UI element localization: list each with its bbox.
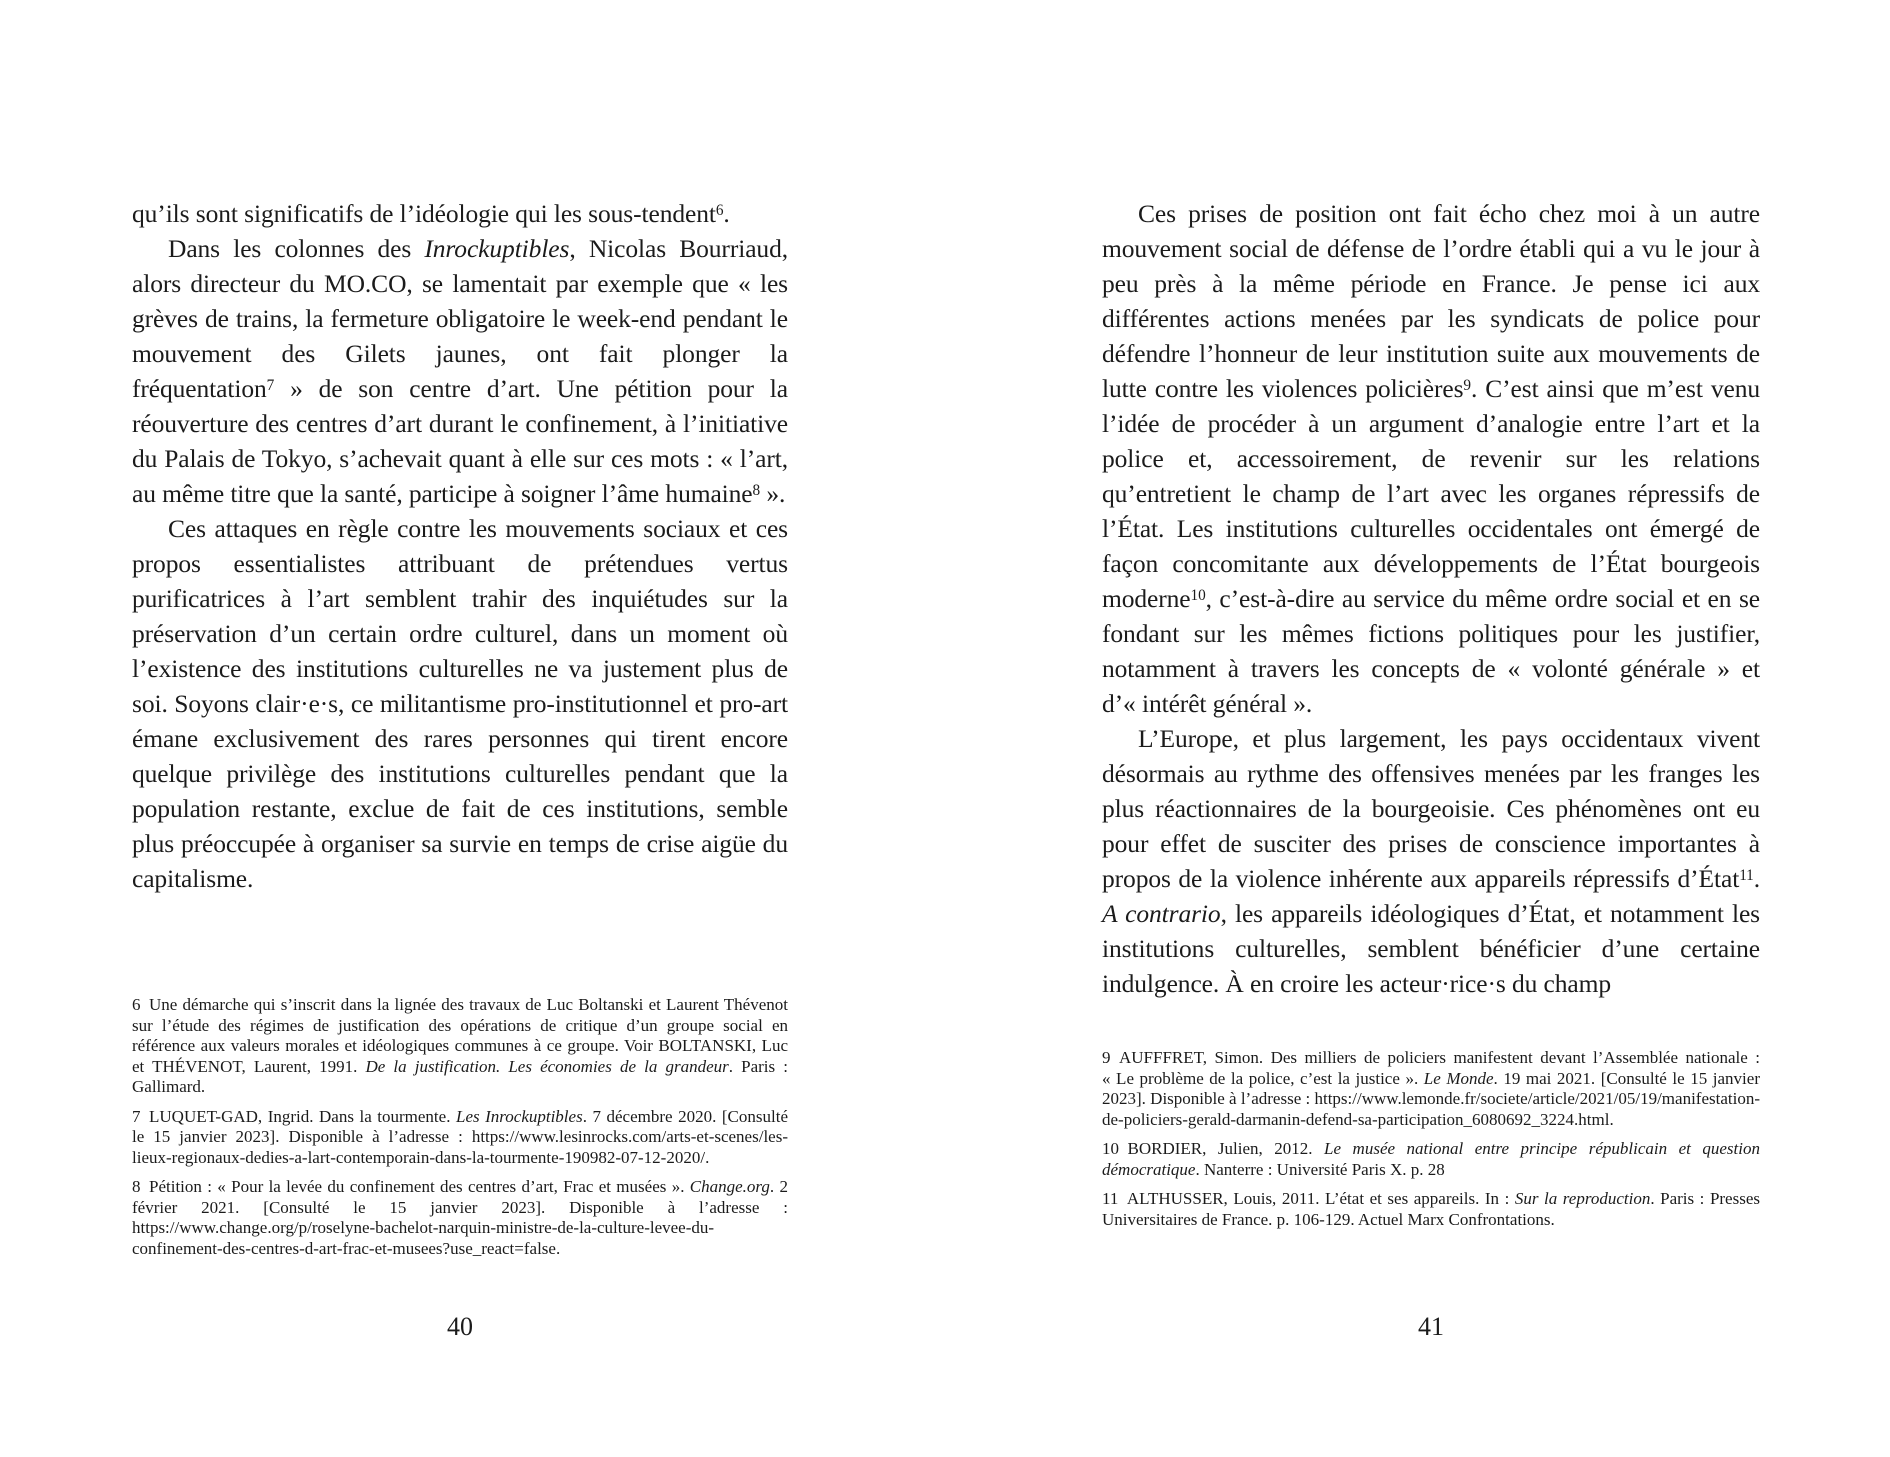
page-number-right: 41 [1418,1312,1444,1341]
body-paragraph: qu’ils sont significatifs de l’idéologie qui les sous-tendent$^6$. [132,199,730,228]
body-paragraph: Dans les colonnes des Inrockuptibles, Nicolas Bourriaud, alors directeur du MO.CO, se lamentait par exemple que « les grèves de trains, la fermeture obligatoire le week-end pendant le mouvement des Gilets jaunes, ont fait plonger la fréquentation$^7$ » de son centre d’art. Une pétition pour la réouverture des centres d’art durant le confinement, à l’initiative du Palais de Tokyo, s’achevait quant à elle sur ces mots : « l’art, au même titre que la santé, participe à soigner l’âme humaine$^8$ ». [132,234,788,508]
footnote: 9 AUFFFRET, Simon. Des milliers de policiers manifestent devant l’Assemblée nationale : « Le problème de la police, c’est la justice ». Le Monde. 19 mai 2021. [Consulté le 15 janvier 2023]. Disponible à l’adresse : https://www.lemonde.fr/societe/article/2021/05/19/manifestation-de-policiers-gerald-darmanin-defend-sa-participation_6080692_3224.html. [1102,1048,1760,1129]
footnotes-right [1102,1048,1760,1239]
page-41 [945,0,1890,1457]
page-number-left: 40 [447,1312,473,1341]
footnotes-left [132,995,788,1268]
body-text-left [132,196,788,896]
footnote: 10 BORDIER, Julien, 2012. Le musée national entre principe républicain et question démocratique. Nanterre : Université Paris X. p. 28 [1102,1139,1760,1179]
body-text-right [1102,196,1760,1001]
footnote: 11 ALTHUSSER, Louis, 2011. L’état et ses appareils. In : Sur la reproduction. Paris : Presses Universitaires de France. p. 106-129. Actuel Marx Confrontations. [1102,1189,1760,1229]
body-paragraph: L’Europe, et plus largement, les pays occidentaux vivent désormais au rythme des offensives menées par les franges les plus réactionnaires de la bourgeoisie. Ces phénomènes ont eu pour effet de susciter des prises de conscience importantes à propos de la violence inhérente aux appareils répressifs d’État$^{11}$. A contrario, les appareils idéologiques d’État, et notamment les institutions culturelles, semblent bénéficier d’une certaine indulgence. À en croire les acteur·rice·s du champ [1102,724,1760,998]
footnote: 8 Pétition : « Pour la levée du confinement des centres d’art, Frac et musées ». Change.org. 2 février 2021. [Consulté le 15 janvier 2023]. Disponible à l’adresse : https://www.change.org/p/roselyne-bachelot-narquin-ministre-de-la-culture-levee-du-confinement-des-centres-d-art-frac-et-musees?use_react=false. [132,1177,788,1258]
body-paragraph: Ces attaques en règle contre les mouvements sociaux et ces propos essentialistes attribuant de prétendues vertus purificatrices à l’art semblent trahir des inquiétudes sur la préservation d’un certain ordre culturel, dans un moment où l’existence des institutions culturelles ne va justement plus de soi. Soyons clair·e·s, ce militantisme pro-institutionnel et pro-art émane exclusivement des rares personnes qui tirent encore quelque privilège des institutions culturelles pendant que la population restante, exclue de fait de ces institutions, semble plus préoccupée à organiser sa survie en temps de crise aigüe du capitalisme. [132,514,788,893]
body-paragraph: Ces prises de position ont fait écho chez moi à un autre mouvement social de défense de l’ordre établi qui a vu le jour à peu près à la même période en France. Je pense ici aux différentes actions menées par les syndicats de police pour défendre l’honneur de leur institution suite aux mouvements de lutte contre les violences policières$^9$. C’est ainsi que m’est venu l’idée de procéder à un argument d’analogie entre l’art et la police et, accessoirement, de revenir sur les relations qu’entretient le champ de l’art avec les organes répressifs de l’État. Les institutions culturelles occidentales ont émergé de façon concomitante aux développements de l’État bourgeois moderne$^{10}$, c’est-à-dire au service du même ordre social et en se fondant sur les mêmes fictions politiques pour les justifier, notamment à travers les concepts de « volonté générale » et d’« intérêt général ». [1102,199,1760,718]
footnote: 7 LUQUET-GAD, Ingrid. Dans la tourmente. Les Inrockuptibles. 7 décembre 2020. [Consulté le 15 janvier 2023]. Disponible à l’adresse : https://www.lesinrocks.com/arts-et-scenes/les-lieux-regionaux-dedies-a-lart-contemporain-dans-la-tourmente-190982-07-12-2020/. [132,1106,788,1167]
footnote: 6 Une démarche qui s’inscrit dans la lignée des travaux de Luc Boltanski et Laurent Thévenot sur l’étude des régimes de justification des opérations de critique d’un groupe social en référence aux valeurs morales et idéologiques communes à ce groupe. Voir BOLTANSKI, Luc et THÉVENOT, Laurent, 1991. De la justification. Les économies de la grandeur. Paris : Gallimard. [132,995,788,1096]
